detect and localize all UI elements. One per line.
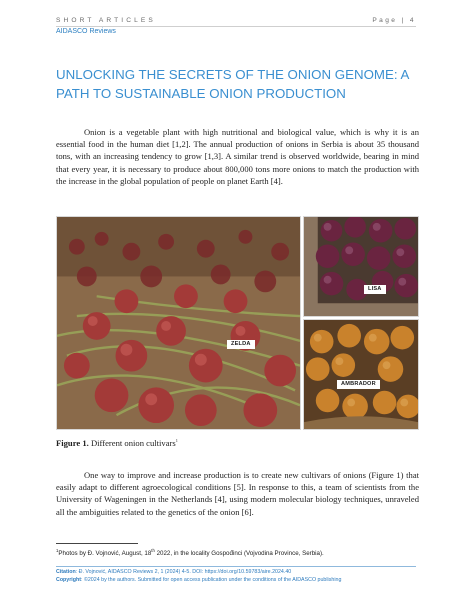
ambrador-onion-basket-image: [304, 320, 418, 429]
citation-label: Citation: [56, 569, 76, 575]
footnote-divider: [56, 543, 138, 544]
footnote-text-end: 2022, in the locality Gospođinci (Vojvodina Province, Serbia).: [154, 550, 324, 558]
figure-caption: [56, 438, 178, 448]
figure-caption-label: Figure 1.: [56, 438, 89, 448]
footnote-text-start: Photos by Đ. Vojnović, August, 18: [58, 550, 152, 558]
copyright-text: : ©2024 by the authors. Submitted for open access publication under the conditions of the AIDASCO publishing: [81, 577, 342, 583]
article-title: UNLOCKING THE SECRETS OF THE ONION GENOME: A PATH TO SUSTAINABLE ONION PRODUCTION: [56, 67, 409, 101]
zelda-onion-field-image: [57, 217, 300, 429]
copyright-label: Copyright: [56, 577, 82, 583]
figure-caption-text: Different onion cultivars: [90, 438, 176, 448]
cultivar-label-lisa: LISA: [364, 285, 386, 294]
running-header-section: SHORT ARTICLES: [56, 17, 156, 24]
cultivar-label-ambrador: AMBRADOR: [337, 380, 380, 389]
body-paragraph-2: One way to improve and increase production is to create new cultivars of onions (Figure 1) that easily adapt to different agroecological conditions [5]. In response to this, a team of scientists from the University of Wageningen in the Netherlands [4], using modern molecular biology techniques, unraveled all the ambiguities related to the genetics of the onion [6].: [56, 470, 419, 517]
footnote: [56, 548, 324, 557]
body-paragraph-1: Onion is a vegetable plant with high nutritional and biological value, which is why it is an essential food in the human diet [1,2]. The annual production of onions in Serbia is about 35 thousand tons, with an increasing tendency to grow [1,3]. A similar trend is observed worldwide, bearing in mind that every year, it is necessary to produce about 800,000 tons more onions to match the production with the increase in the global population of people on planet Earth [4].: [56, 127, 419, 186]
copyright-line: [56, 577, 422, 583]
photo-lisa-onions: [303, 216, 419, 317]
journal-name: AIDASCO Reviews: [56, 27, 116, 35]
figure-1: [56, 216, 419, 430]
citation-text: : Đ. Vojnović, AIDASCO Reviews 2, 1 (2024) 4-5. DOI: https://doi.org/10.59783/aire.2024.40: [75, 569, 292, 575]
photo-ambrador-onions: [303, 319, 419, 430]
page-number: Page | 4: [372, 17, 416, 24]
lisa-onion-crate-image: [304, 217, 418, 316]
footnote-number: 1: [56, 548, 59, 553]
footer-divider: [56, 566, 416, 567]
figure-footnote-mark: 1: [175, 438, 178, 444]
citation-line: [56, 569, 422, 575]
photo-zelda-onions: [56, 216, 301, 430]
footnote-ordinal-suffix: th: [151, 548, 155, 553]
cultivar-label-zelda: ZELDA: [227, 340, 255, 349]
